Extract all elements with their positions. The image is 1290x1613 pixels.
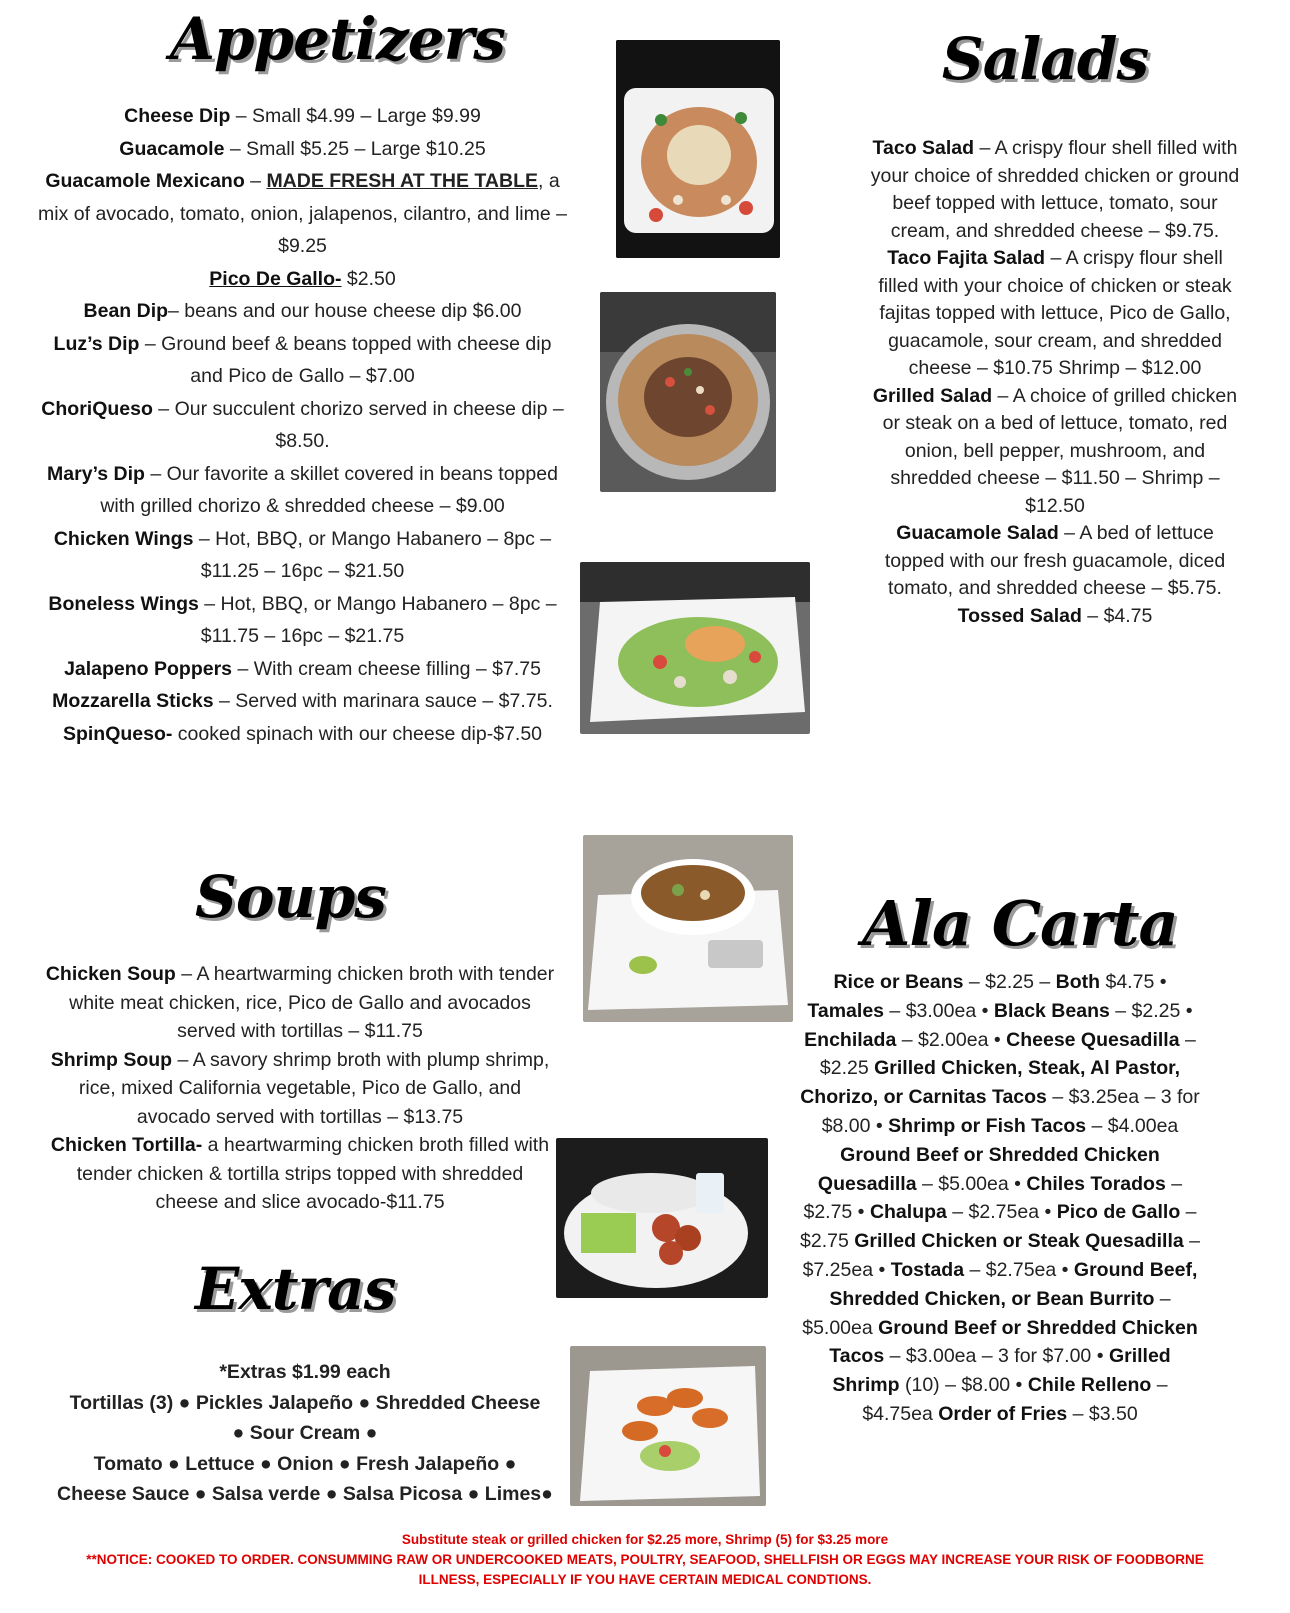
- ala-carta-item-price: – $4.00ea: [1086, 1114, 1179, 1137]
- item-description: – With cream cheese filling – $7.75: [232, 657, 541, 680]
- item-description: – Our succulent chorizo served in cheese dip – $8.50.: [152, 397, 564, 452]
- item-name: Taco Fajita Salad: [887, 247, 1046, 269]
- item-name: Guacamole Salad: [896, 522, 1059, 544]
- item-name: Mary’s Dip: [47, 462, 145, 485]
- ala-carta-item-name: Chalupa: [869, 1201, 947, 1224]
- appetizer-item: [35, 328, 570, 393]
- ala-carta-heading: Ala Carta: [862, 887, 1178, 960]
- fajita-plate-photo: [616, 40, 780, 258]
- item-name: Boneless Wings: [48, 592, 199, 615]
- ala-carta-item-price: – $7.25ea •: [802, 1230, 1200, 1281]
- appetizers-heading: Appetizers: [170, 5, 505, 73]
- item-name: Guacamole: [119, 137, 225, 160]
- salads-heading: Salads: [941, 25, 1149, 93]
- footer-notice: [20, 1530, 1270, 1590]
- appetizer-item: [35, 588, 570, 653]
- ala-carta-item-price: – $3.00ea •: [884, 999, 994, 1022]
- soup-item: [45, 960, 555, 1046]
- item-description: $2.50: [341, 267, 396, 290]
- ala-carta-item-name: Pico de Gallo: [1056, 1201, 1181, 1224]
- salad-item: [870, 520, 1240, 603]
- item-description: – Our favorite a skillet covered in beans topped with grilled chorizo & shredded cheese – $9.00: [100, 462, 558, 517]
- ala-carta-item-name: Chiles Torados: [1026, 1172, 1166, 1195]
- appetizer-item: [35, 458, 570, 523]
- soups-heading: Soups: [195, 863, 386, 931]
- soup-photo: [583, 835, 793, 1022]
- item-description: – $4.75: [1081, 604, 1153, 627]
- boneless-wings-photo: [556, 1138, 768, 1298]
- extras-list: [35, 1357, 575, 1510]
- ala-carta-item-price: – $2.75: [800, 1201, 1197, 1253]
- ala-carta-item-price: – $3.50: [1067, 1402, 1138, 1425]
- item-description: – A savory shrimp broth with plump shrimp, rice, mixed California vegetable, Pico de Gallo, and avocado served with tortillas – $13.75: [78, 1048, 550, 1128]
- item-description: – A choice of grilled chicken or steak on a bed of lettuce, tomato, red onion, bell pepper, mushroom, and shredded cheese – $11.50 – Shrimp – $12.50: [882, 384, 1238, 517]
- salads-list: [870, 135, 1240, 630]
- ala-carta-item-name: Grilled Chicken or Steak Quesadilla: [854, 1230, 1184, 1253]
- item-description: – beans and our house cheese dip $6.00: [168, 300, 522, 322]
- item-description: – Hot, BBQ, or Mango Habanero – 8pc – $11.25 – 16pc – $21.50: [193, 527, 552, 582]
- item-name: Luz’s Dip: [53, 332, 140, 355]
- appetizer-item: [35, 100, 570, 133]
- ala-carta-item-price: – $3.00ea – 3 for $7.00 •: [884, 1345, 1109, 1368]
- item-description: – A crispy flour shell filled with your choice of chicken or steak fajitas topped with lettuce, Pico de Gallo, guacamole, sour cream, and shredded cheese – $10.75 Shrimp – $12.00: [878, 247, 1232, 379]
- ala-carta-item-name: Ground Beef, Shredded Chicken, or Bean Burrito: [829, 1258, 1198, 1310]
- ala-carta-item-name: Shrimp or Fish Tacos: [888, 1114, 1087, 1137]
- ala-carta-item-name: Ground Beef or Shredded Chicken Quesadilla: [817, 1143, 1160, 1195]
- item-name: Guacamole Mexicano: [45, 170, 245, 192]
- ala-carta-item-name: Enchilada: [804, 1028, 897, 1051]
- bean-dip-photo: [600, 292, 776, 492]
- item-name: Chicken Soup: [45, 963, 176, 985]
- salad-item: [870, 135, 1240, 245]
- ala-carta-item-price: $4.75 •: [1100, 971, 1167, 993]
- appetizer-item: [35, 685, 570, 718]
- item-name: Tossed Salad: [957, 604, 1082, 627]
- ala-carta-item-name: Black Beans: [993, 999, 1110, 1022]
- chicken-wings-photo: [570, 1346, 766, 1506]
- extras-heading: Extras: [195, 1255, 396, 1323]
- ala-carta-list: [795, 968, 1205, 1429]
- ala-carta-item-price: – $2.75ea •: [964, 1258, 1074, 1281]
- item-description: a heartwarming chicken broth filled with tender chicken & tortilla strips topped with shredded cheese and slice avocado-$11.75: [76, 1134, 550, 1213]
- item-description: – Ground beef & beans topped with cheese dip and Pico de Gallo – $7.00: [139, 332, 552, 387]
- ala-carta-item-price: – $2.75ea •: [946, 1201, 1057, 1224]
- item-name: Taco Salad: [872, 137, 975, 159]
- ala-carta-item-price: (10) – $8.00 •: [899, 1374, 1028, 1397]
- ala-carta-item-price: – $2.25: [819, 1028, 1196, 1080]
- item-description: cooked spinach with our cheese dip-$7.50: [172, 722, 543, 745]
- item-name: Shrimp Soup: [50, 1048, 173, 1071]
- item-name: Bean Dip: [83, 300, 169, 322]
- appetizer-item: [35, 295, 570, 328]
- ala-carta-item-price: – $5.00ea: [802, 1287, 1171, 1339]
- extras-line: Tomato ● Lettuce ● Onion ● Fresh Jalapeño ●: [93, 1452, 517, 1475]
- ala-carta-item-name: Grilled Shrimp: [832, 1345, 1171, 1397]
- item-description: – Small $5.25 – Large $10.25: [224, 137, 486, 160]
- ala-carta-item-name: Both: [1055, 971, 1101, 993]
- appetizer-item: [35, 523, 570, 588]
- appetizer-item: [35, 165, 570, 263]
- ala-carta-item-price: – $2.75 •: [803, 1172, 1183, 1224]
- item-name: ChoriQueso: [41, 397, 153, 420]
- item-name: Mozzarella Sticks: [52, 690, 214, 712]
- ala-carta-paragraph: [795, 968, 1205, 1429]
- item-name: Chicken Tortilla-: [50, 1134, 203, 1156]
- item-description: – A crispy flour shell filled with your choice of shredded chicken or ground beef topped with lettuce, tomato, sour cream, and shredded cheese – $9.75.: [870, 137, 1240, 242]
- extras-line: Tortillas (3) ● Pickles Jalapeño ● Shredded Cheese: [69, 1391, 541, 1414]
- soups-list: [45, 960, 555, 1217]
- item-description: – Hot, BBQ, or Mango Habanero – 8pc – $11.75 – 16pc – $21.75: [198, 592, 557, 647]
- extras-line: Cheese Sauce ● Salsa verde ● Salsa Picosa ● Limes●: [57, 1483, 553, 1505]
- notice-line: **NOTICE: COOKED TO ORDER. CONSUMMING RAW OR UNDERCOOKED MEATS, POULTRY, SEAFOOD, SHELLFISH OR EGGS MAY INCREASE YOUR RISK OF FOODBORNE: [86, 1552, 1204, 1567]
- ala-carta-item-price: – $4.75ea: [862, 1374, 1168, 1425]
- item-description: , a mix of avocado, tomato, onion, jalapenos, cilantro, and lime – $9.25: [38, 170, 567, 257]
- item-name: Jalapeno Poppers: [64, 657, 233, 680]
- ala-carta-item-name: Chile Relleno: [1027, 1374, 1152, 1397]
- salad-item: [870, 603, 1240, 631]
- item-name: Pico De Gallo-: [209, 267, 342, 290]
- ala-carta-item-price: – $2.00ea •: [896, 1028, 1007, 1051]
- item-emphasis: MADE FRESH AT THE TABLE: [266, 170, 538, 192]
- item-description: – A bed of lettuce topped with our fresh guacamole, diced tomato, and shredded cheese – $5.75.: [884, 522, 1226, 599]
- soup-item: [45, 1046, 555, 1132]
- substitute-note: Substitute steak or grilled chicken for $2.25 more, Shrimp (5) for $3.25 more: [401, 1532, 889, 1547]
- item-name: Chicken Wings: [53, 527, 194, 550]
- item-description: – Small $4.99 – Large $9.99: [230, 105, 481, 127]
- notice-line: ILLNESS, ESPECIALLY IF YOU HAVE CERTAIN MEDICAL CONDTIONS.: [418, 1572, 872, 1587]
- ala-carta-item-name: Ground Beef or Shredded Chicken Tacos: [829, 1316, 1198, 1368]
- soup-item: [45, 1131, 555, 1217]
- grilled-salad-photo: [580, 562, 810, 734]
- appetizer-item: [35, 133, 570, 166]
- ala-carta-item-name: Rice or Beans: [833, 971, 964, 993]
- appetizer-item: [35, 718, 570, 751]
- salad-item: [870, 383, 1240, 521]
- item-name: Grilled Salad: [872, 384, 993, 407]
- salad-item: [870, 245, 1240, 383]
- ala-carta-item-price: – $5.00ea •: [916, 1172, 1027, 1195]
- item-description: – Served with marinara sauce – $7.75.: [213, 690, 553, 712]
- item-name: SpinQueso-: [62, 722, 173, 745]
- appetizer-item: [35, 393, 570, 458]
- ala-carta-item-name: Grilled Chicken, Steak, Al Pastor, Chorizo, or Carnitas Tacos: [800, 1057, 1181, 1109]
- item-description: – A heartwarming chicken broth with tender white meat chicken, rice, Pico de Gallo and avocados served with tortillas – $11.75: [69, 963, 555, 1042]
- ala-carta-item-price: – $2.25 –: [963, 971, 1056, 993]
- extras-price: *Extras $1.99 each: [219, 1361, 391, 1383]
- appetizers-list: [35, 100, 570, 750]
- extras-line: ● Sour Cream ●: [232, 1422, 378, 1444]
- item-name: Cheese Dip: [124, 105, 231, 127]
- ala-carta-item-name: Tamales: [807, 999, 885, 1022]
- ala-carta-item-name: Cheese Quesadilla: [1006, 1028, 1180, 1051]
- appetizer-item: [35, 653, 570, 686]
- item-description: –: [244, 170, 267, 192]
- ala-carta-item-price: – $3.25ea – 3 for $8.00 •: [821, 1086, 1200, 1137]
- ala-carta-item-name: Order of Fries: [938, 1402, 1068, 1425]
- ala-carta-item-price: – $2.25 •: [1109, 999, 1193, 1022]
- appetizer-item: [35, 263, 570, 296]
- ala-carta-item-name: Tostada: [890, 1258, 965, 1281]
